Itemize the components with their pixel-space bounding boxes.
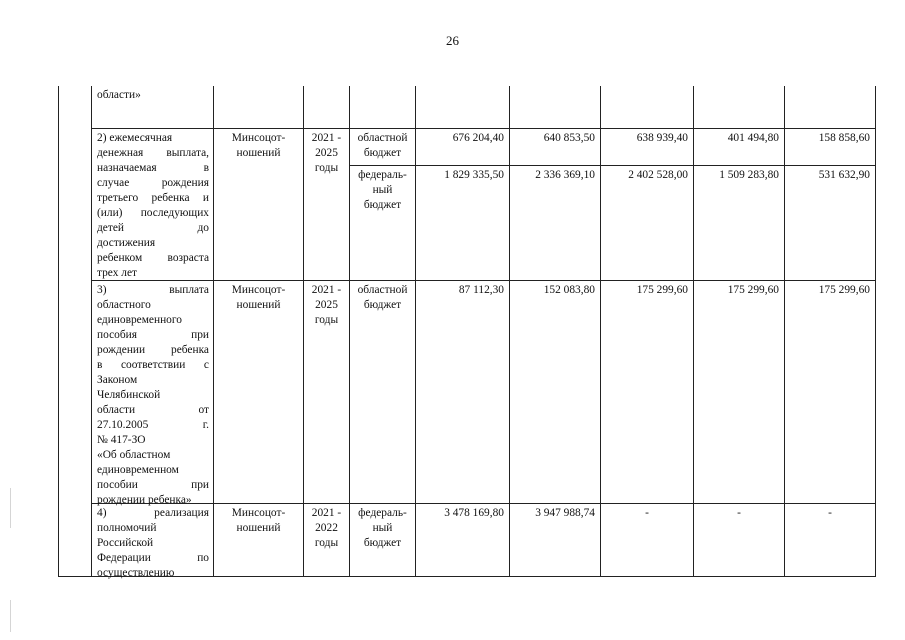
table-cell: 401 494,80	[727, 132, 779, 144]
table-cell: 638 939,40	[636, 132, 688, 144]
table-cell: -	[645, 507, 649, 519]
table-cell: -	[828, 507, 832, 519]
table-cell: 4) реализация полномочий Российской Федерации по осуществлению	[97, 507, 209, 579]
scan-artifact	[10, 488, 11, 528]
table-cell: 175 299,60	[636, 284, 688, 296]
row-divider	[349, 165, 876, 166]
table-cell: 2021 - 2025 годы	[311, 132, 342, 174]
table-cell: 2 336 369,10	[535, 169, 595, 181]
table-cell: 3 478 169,80	[444, 507, 504, 519]
table-cell: федераль- ный бюджет	[358, 169, 407, 211]
table-cell: 3) выплата областного единовременного пособия при рождении ребенка в соответствии с Законом Челябинской области от 27.10.2005 г. № 417-ЗО «Об областном единовременном пособии при рождении ребенка»	[97, 284, 209, 506]
table-cell: области»	[97, 89, 141, 101]
table-cell: 640 853,50	[543, 132, 595, 144]
scan-artifact	[10, 600, 11, 632]
table-cell: 87 112,30	[458, 284, 504, 296]
row-divider	[91, 128, 876, 129]
table-cell: 2 402 528,00	[628, 169, 688, 181]
page-number: 26	[446, 33, 459, 48]
table-cell: 2) ежемесячная денежная выплата, назначаемая в случае рождения третьего ребенка и (или) последующих детей до достижения ребенком возраста трех лет	[97, 132, 209, 279]
table-cell: федераль- ный бюджет	[358, 507, 407, 549]
table-cell: 3 947 988,74	[535, 507, 595, 519]
table-cell: 152 083,80	[543, 284, 595, 296]
table-cell: 531 632,90	[818, 169, 870, 181]
table-cell: областной бюджет	[357, 132, 408, 159]
table-cell: 676 204,40	[452, 132, 504, 144]
table-cell: областной бюджет	[357, 284, 408, 311]
table-cell: -	[737, 507, 741, 519]
table-cell: Минсоцот- ношений	[231, 132, 286, 159]
table-cell: 175 299,60	[818, 284, 870, 296]
table-cell: 1 509 283,80	[719, 169, 779, 181]
table-cell: 2021 - 2025 годы	[311, 284, 342, 326]
table-cell: 1 829 335,50	[444, 169, 504, 181]
table-cell: 2021 - 2022 годы	[311, 507, 342, 549]
table-cell: 158 858,60	[818, 132, 870, 144]
table-cell: 175 299,60	[727, 284, 779, 296]
table-cell: Минсоцот- ношений	[231, 284, 286, 311]
table-outer-left-border	[58, 86, 59, 577]
table-cell: Минсоцот- ношений	[231, 507, 286, 534]
